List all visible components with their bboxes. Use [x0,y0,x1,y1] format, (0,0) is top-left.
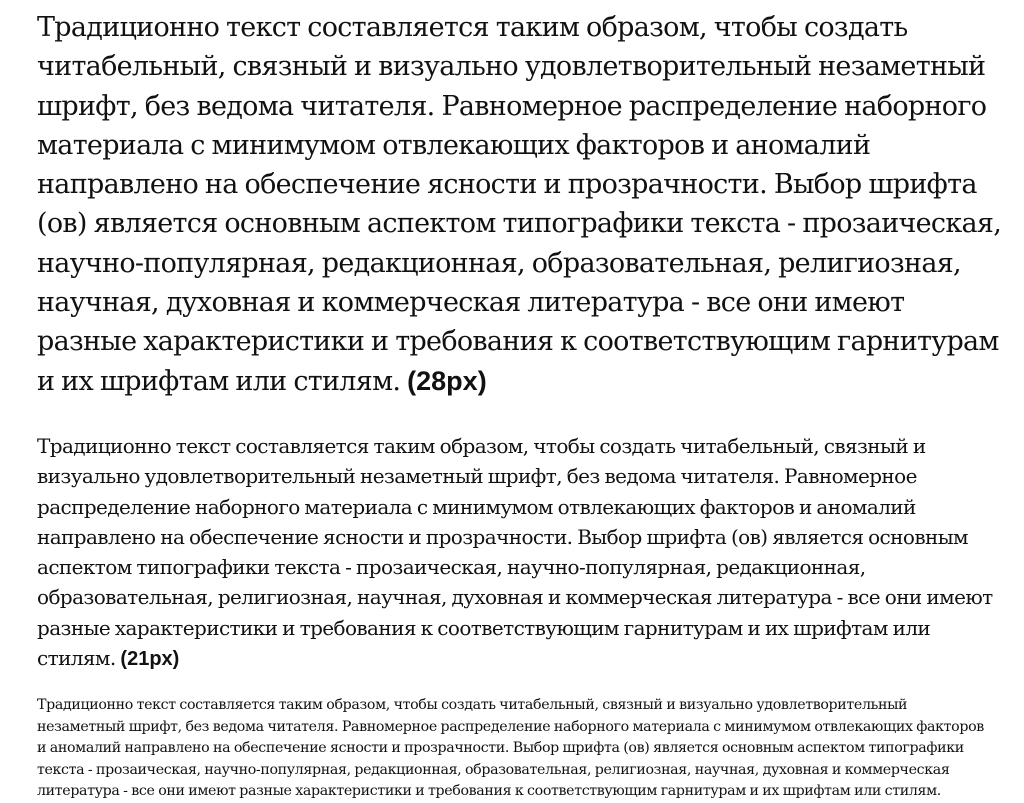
font-sample-21px [37,431,1012,674]
sample-text: Традиционно текст составляется таким образом, чтобы создать читабельный, связный и визуально удовлетворительный незаметный шрифт, без ведома читателя. Равномерное распределение наборного материала с минимумом отвлекающих факторов и аномалий направлено на обеспечение ясности и прозрачности. Выбор шрифта (ов) является основным аспектом типографики текста - прозаическая, научно-популярная, редакционная, образовательная, религиозная, научная, духовная и коммерческая литература - все они имеют разные характеристики и требования к соответствующим гарнитурам и их шрифтам или стилям. [37,697,984,799]
font-sample-28px [37,8,1007,401]
size-label-21px: (21px) [120,648,180,671]
sample-text: Традиционно текст составляется таким образом, чтобы создать читабельный, связный и визуально удовлетворительный незаметный шрифт, без ведома читателя. Равномерное распределение наборного материала с минимумом отвлекающих факторов и аномалий направлено на обеспечение ясности и прозрачности. Выбор шрифта (ов) является основным аспектом типографики текста - прозаическая, научно-популярная, редакционная, образовательная, религиозная, научная, духовная и коммерческая литература - все они имеют разные характеристики и требования к соответствующим гарнитурам и их шрифтам или стилям. [37,12,1002,397]
sample-text: Традиционно текст составляется таким образом, чтобы создать читабельный, связный и визуально удовлетворительный незаметный шрифт, без ведома читателя. Равномерное распределение наборного материала с минимумом отвлекающих факторов и аномалий направлено на обеспечение ясности и прозрачности. Выбор шрифта (ов) является основным аспектом типографики текста - прозаическая, научно-популярная, редакционная, образовательная, религиозная, научная, духовная и коммерческая литература - все они имеют разные характеристики и требования к соответствующим гарнитурам и их шрифтам или стилям. [37,434,993,671]
font-sample-small [37,695,987,803]
size-label-28px: (28px) [407,365,487,396]
